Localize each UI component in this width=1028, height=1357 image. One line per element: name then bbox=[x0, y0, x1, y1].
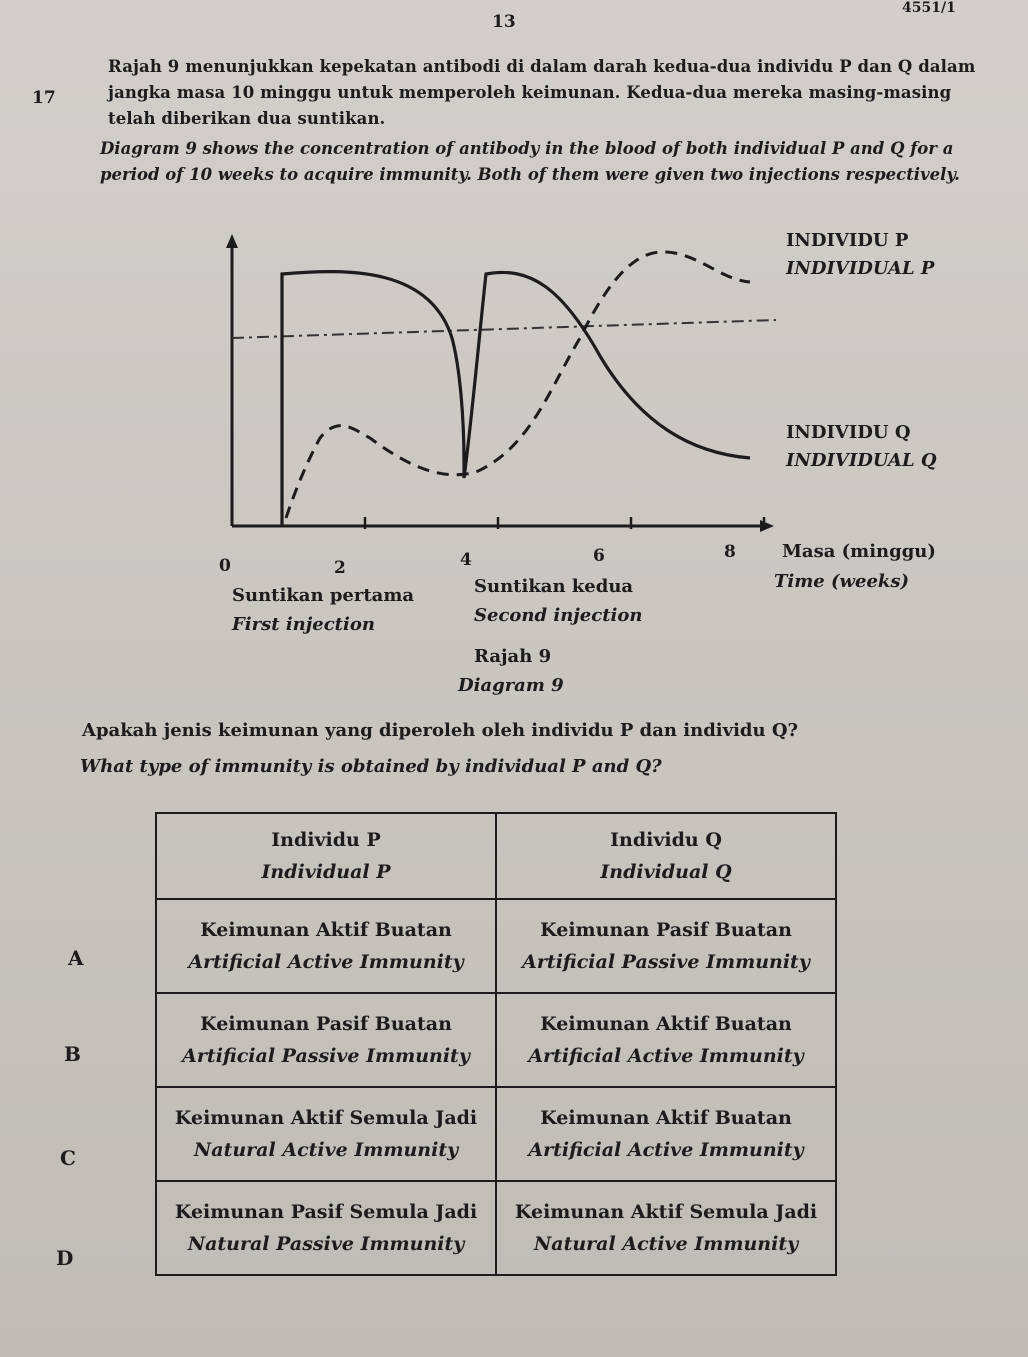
label-individual-p-malay: INDIVIDU P bbox=[786, 230, 909, 251]
paper-code: 4551/1 bbox=[902, 0, 956, 16]
label-individual-q-english: INDIVIDUAL Q bbox=[786, 450, 937, 471]
option-d-individual-q bbox=[496, 1181, 836, 1275]
second-injection-english: Second injection bbox=[474, 605, 643, 626]
option-d-individual-p bbox=[156, 1181, 496, 1275]
stem-line: jangka masa 10 minggu untuk memperoleh keimunan. Kedua-dua mereka masing-masing bbox=[108, 83, 952, 102]
cell-english: Artificial Passive Immunity bbox=[522, 951, 810, 973]
individual-q-curve bbox=[282, 272, 750, 526]
option-c-individual-q bbox=[496, 1087, 836, 1181]
option-b-individual-q bbox=[496, 993, 836, 1087]
header-individual-p bbox=[156, 813, 496, 899]
immunity-threshold-line bbox=[232, 320, 776, 338]
x-axis-title-malay: Masa (minggu) bbox=[782, 541, 936, 562]
question-prompt-malay: Apakah jenis keimunan yang diperoleh oleh individu P dan individu Q? bbox=[82, 720, 799, 741]
tick-label-8: 8 bbox=[724, 542, 736, 562]
answer-table bbox=[155, 812, 837, 1276]
tick-label-0: 0 bbox=[219, 556, 231, 576]
y-axis-arrow bbox=[226, 234, 238, 248]
option-b-individual-p bbox=[156, 993, 496, 1087]
cell-english: Artificial Active Immunity bbox=[528, 1045, 804, 1067]
option-letter-d[interactable]: D bbox=[56, 1246, 74, 1270]
cell-malay: Keimunan Pasif Semula Jadi bbox=[174, 1201, 478, 1223]
option-letter-b[interactable]: B bbox=[64, 1042, 81, 1066]
cell-english: Artificial Active Immunity bbox=[188, 951, 464, 973]
individual-p-curve bbox=[286, 252, 750, 518]
option-c-individual-p bbox=[156, 1087, 496, 1181]
cell-english: Natural Active Immunity bbox=[193, 1139, 459, 1161]
option-letter-c[interactable]: C bbox=[60, 1146, 76, 1170]
header-q-english: Individual Q bbox=[600, 861, 732, 883]
stem-line: Diagram 9 shows the concentration of antibody in the blood of both individual P and Q for a bbox=[100, 139, 954, 158]
tick-label-2: 2 bbox=[334, 558, 346, 578]
antibody-chart bbox=[190, 228, 790, 548]
header-p-malay: Individu P bbox=[271, 829, 381, 851]
option-row-c[interactable] bbox=[156, 1087, 836, 1181]
diagram-caption-english: Diagram 9 bbox=[458, 675, 564, 696]
option-row-b[interactable] bbox=[156, 993, 836, 1087]
option-row-d[interactable] bbox=[156, 1181, 836, 1275]
tick-label-6: 6 bbox=[593, 546, 605, 566]
cell-malay: Keimunan Aktif Semula Jadi bbox=[174, 1107, 478, 1129]
cell-malay: Keimunan Pasif Buatan bbox=[200, 1013, 452, 1035]
label-individual-p-english: INDIVIDUAL P bbox=[786, 258, 935, 279]
cell-english: Natural Passive Immunity bbox=[187, 1233, 465, 1255]
stem-line: telah diberikan dua suntikan. bbox=[108, 109, 386, 128]
cell-malay: Keimunan Pasif Buatan bbox=[540, 919, 792, 941]
tick-label-4: 4 bbox=[460, 550, 472, 570]
cell-malay: Keimunan Aktif Semula Jadi bbox=[514, 1201, 818, 1223]
first-injection-english: First injection bbox=[232, 614, 375, 635]
option-a-individual-q bbox=[496, 899, 836, 993]
x-axis-arrow bbox=[760, 520, 774, 532]
header-individual-q bbox=[496, 813, 836, 899]
option-letter-a[interactable]: A bbox=[68, 946, 84, 970]
cell-english: Artificial Passive Immunity bbox=[182, 1045, 470, 1067]
cell-malay: Keimunan Aktif Buatan bbox=[200, 919, 452, 941]
x-axis-title-english: Time (weeks) bbox=[774, 571, 910, 592]
question-prompt-english: What type of immunity is obtained by individual P and Q? bbox=[80, 756, 662, 777]
table-header-row bbox=[156, 813, 836, 899]
first-injection-malay: Suntikan pertama bbox=[232, 585, 415, 606]
second-injection-malay: Suntikan kedua bbox=[474, 576, 634, 597]
cell-malay: Keimunan Aktif Buatan bbox=[540, 1013, 792, 1035]
question-number: 17 bbox=[32, 88, 56, 108]
header-p-english: Individual P bbox=[261, 861, 391, 883]
label-individual-q-malay: INDIVIDU Q bbox=[786, 422, 911, 443]
cell-english: Natural Active Immunity bbox=[533, 1233, 799, 1255]
stem-line: Rajah 9 menunjukkan kepekatan antibodi di dalam darah kedua-dua individu P dan Q dalam bbox=[108, 57, 976, 76]
question-stem-english bbox=[100, 136, 990, 188]
header-q-malay: Individu Q bbox=[610, 829, 722, 851]
option-a-individual-p bbox=[156, 899, 496, 993]
option-row-a[interactable] bbox=[156, 899, 836, 993]
cell-english: Artificial Active Immunity bbox=[528, 1139, 804, 1161]
question-stem-malay bbox=[108, 54, 988, 132]
diagram-caption-malay: Rajah 9 bbox=[474, 646, 552, 667]
page-number: 13 bbox=[492, 12, 516, 32]
stem-line: period of 10 weeks to acquire immunity. Both of them were given two injections respectively. bbox=[100, 165, 960, 184]
cell-malay: Keimunan Aktif Buatan bbox=[540, 1107, 792, 1129]
